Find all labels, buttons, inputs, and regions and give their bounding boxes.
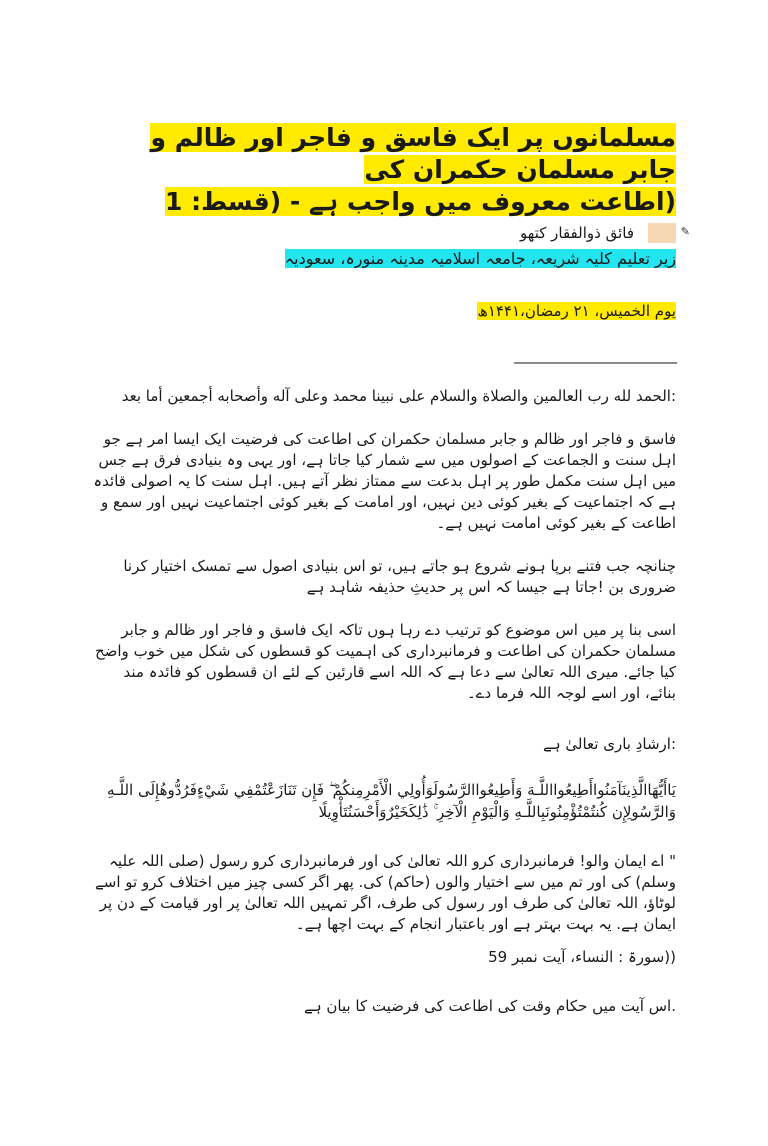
paragraph-2: چنانچہ جب فتنے برپا ہونے شروع ہو جاتے ہیں، تو اس بنیادی اصول سے تمسک اختیار کرنا ضروری بن !جاتا ہے جیسا کہ اس پر حدیثِ حذیفہ شاہد ہے <box>123 557 676 596</box>
article-date: یوم الخمیس، ۲۱ رمضان،۱۴۴۱ھ <box>477 302 676 320</box>
irshad-heading: :ارشادِ باری تعالیٰ ہے <box>543 735 676 753</box>
author-institute: زیر تعلیم کلیہ شریعہ، جامعہ اسلامیہ مدینہ منورہ، سعودیہ <box>284 249 676 268</box>
intro-paragraph: :الحمد لله رب العالمين والصلاة والسلام على نبينا محمد وعلى آله وأصحابه أجمعين أما بعد <box>121 387 676 405</box>
article-title <box>92 122 676 218</box>
broken-image-icon: ✎ <box>680 225 690 238</box>
title-line-1: مسلمانوں پر ایک فاسق و فاجر اور ظالم و جابر مسلمان حکمران کی <box>150 123 676 184</box>
title-line-2: (اطاعت معروف میں واجب ہے - (قسط: 1 <box>165 187 676 216</box>
article-page <box>0 122 768 1146</box>
closing-paragraph: .اس آیت میں حکام وقت کی اطاعت کی فرضیت کا بیان ہے <box>304 997 676 1015</box>
quran-ayah: يَاأَيُّهَاالَّذِينَآمَنُواأَطِيعُوااللَّـهَ وَأَطِيعُواالرَّسُولَوَأُولِي الْأَمْرِمِنكُمْ ۖ فَإِن تَنَازَعْتُمْفِي شَيْءٍفَرُدُّوهُإِلَى اللَّـهِ وَالرَّسُولِإِن كُنتُمْتُؤْمِنُونَبِاللَّـهِ وَالْيَوْمِ الْآخِرِ ۚ ذَٰلِكَخَيْرٌوَأَحْسَنُتَأْوِيلًا <box>107 781 676 821</box>
author-name[interactable]: فائق ذوالفقار کتھو <box>520 224 634 242</box>
author-avatar <box>648 223 690 243</box>
paragraph-3: اسی بنا پر میں اس موضوع کو ترتیب دے رہا ہوں تاکہ ایک فاسق و فاجر اور ظالم و جابر مسلمان حکمران کی اطاعت و فرمانبرداری کی اہمیت کو قسطوں کی شکل میں خوب واضح کیا جائے. میری اللہ تعالیٰ سے دعا ہے کہ اللہ اسے قارئین کے لئے ان قسطوں کو فائدہ مند بنائے، اور اسے لوجہ اللہ فرما دے۔ <box>94 621 676 702</box>
ayah-translation: " اے ایمان والو! فرمانبرداری کرو اللہ تعالیٰ کی اور فرمانبرداری کرو رسول (صلی اللہ علیہ وسلم) کی اور تم میں سے اختیار والوں (حاکم) کی. پھر اگر کسی چیز میں اختلاف کرو تو اسے لوٹاؤ، اللہ تعالیٰ کی طرف اور رسول کی طرف، اگر تمہیں اللہ تعالیٰ پر اور قیامت کے دن پر ایمان ہے. یہ بہت بہتر ہے اور باعتبار انجام کے بہت اچھا ہے۔ <box>95 852 676 933</box>
surah-reference: ((سورۃ : النساء، آیت نمبر 59 <box>488 948 676 966</box>
author-row <box>92 222 690 244</box>
divider-line: ___________________________ <box>514 348 676 364</box>
paragraph-1: فاسق و فاجر اور ظالم و جابر مسلمان حکمران کی اطاعت کی فرضیت ایک ایسا امر ہے جو اہل سنت و الجماعت کے اصولوں میں سے شمار کیا جاتا ہے، اور یہی وہ بنیادی فرق ہے جس میں اہل سنت مکمل طور پر اہل بدعت سے ممتاز نظر آتے ہیں. اہل سنت کا یہ اصولی قائدہ ہے کہ اجتماعیت کے بغیر کوئی دین نہیں، اور امامت کے بغیر کوئی اجتماعیت نہیں اور سمع و اطاعت کے بغیر کوئی امامت نہیں ہے۔ <box>93 430 676 532</box>
